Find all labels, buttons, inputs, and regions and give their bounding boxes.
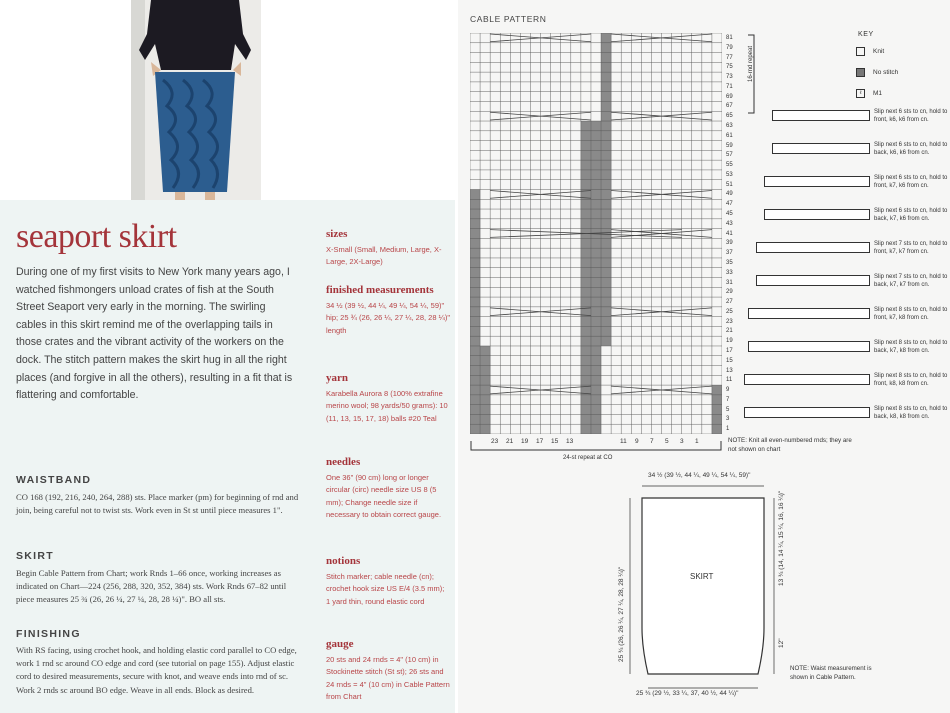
skirt-schematic xyxy=(618,478,788,700)
row-number: 19 xyxy=(726,338,733,345)
cable-symbol-icon xyxy=(772,143,870,154)
chart-page xyxy=(458,0,950,713)
section-text-waistband: CO 168 (192, 216, 240, 264, 288) sts. Place marker (pm) for beginning of rnd and join, being careful not to twist sts. Work even in St st until piece measures 1". xyxy=(16,492,299,516)
cable-legend-text: Slip next 8 sts to cn, hold to back, k7, k8 from cn. xyxy=(874,340,948,355)
row-number: 45 xyxy=(726,211,733,218)
key-heading: KEY xyxy=(858,31,874,38)
no-stitch-block xyxy=(712,385,722,434)
row-number: 81 xyxy=(726,35,733,41)
column-number: 15 xyxy=(551,438,559,445)
row-number: 35 xyxy=(726,259,733,266)
row-number: 17 xyxy=(726,347,733,354)
cable-symbol-icon xyxy=(744,374,870,385)
cable-legend-text: Slip next 8 sts to cn, hold to front, k7, k8 from cn. xyxy=(874,307,948,322)
row-number: 53 xyxy=(726,171,733,178)
key-knit-label: Knit xyxy=(873,48,885,56)
cable-symbol-icon xyxy=(764,176,870,187)
sidebar-heading-needles: needles xyxy=(326,456,361,468)
width-label: 24-st repeat at CO xyxy=(563,455,613,461)
section-text-finishing: With RS facing, using crochet hook, and holding elastic cord parallel to CO edge, work 1 rnd sc around CO edge and cord (see tutorial on page 155). Adjust elastic cord to desired measurements, secure with knot, and weave ends into rnd of sc. Work 2 rnds sc around BO edge. Weave in all ends. Block as desired. xyxy=(16,645,297,695)
sidebar-text-notions: Stitch marker; cable needle (cn); crochet hook size US E/4 (3.5 mm); 1 yard thin, round elastic cord xyxy=(326,572,445,606)
section-heading-finishing: FINISHING xyxy=(16,628,81,640)
column-number: 23 xyxy=(491,438,499,445)
sidebar-text-measurements: 34 ½ (39 ½, 44 ¼, 49 ¼, 54 ¼, 59)" hip; 25 ¾ (26, 26 ¼, 27 ¼, 28, 28 ¼)" length xyxy=(326,301,450,335)
sidebar-text-yarn: Karabella Aurora 8 (100% extrafine merino wool; 98 yards/50 grams): 10 (11, 13, 15, 17, 18) balls #20 Teal xyxy=(326,389,448,423)
cable-chart-grid xyxy=(470,33,722,434)
column-number: 9 xyxy=(635,438,639,445)
row-number: 5 xyxy=(726,406,730,413)
schematic-right-lower: 12" xyxy=(778,638,785,648)
row-number: 9 xyxy=(726,387,730,394)
column-number: 7 xyxy=(650,438,654,445)
cable-symbol-icon xyxy=(764,209,870,220)
row-number: 41 xyxy=(726,230,733,237)
column-number: 5 xyxy=(665,438,669,445)
row-number: 43 xyxy=(726,220,733,227)
schematic-right-upper: 13 ¾ (14, 14 ¼, 15 ¼, 16, 16 ¼)" xyxy=(778,490,785,586)
cable-legend-text: Slip next 6 sts to cn, hold to back, k6, k6 from cn. xyxy=(874,142,948,157)
pattern-title: seaport skirt xyxy=(16,218,177,255)
m1-icon: ℓ xyxy=(856,89,865,98)
width-bracket xyxy=(470,440,722,452)
row-number: 51 xyxy=(726,181,733,188)
row-number: 71 xyxy=(726,83,733,90)
row-number: 13 xyxy=(726,367,733,374)
pattern-text-page xyxy=(0,200,455,713)
cable-symbol-icon xyxy=(756,275,870,286)
key-no-stitch-label: No stitch xyxy=(873,69,899,77)
cable-legend-text: Slip next 6 sts to cn, hold to front, k6, k6 from cn. xyxy=(874,109,948,124)
sidebar-heading-yarn: yarn xyxy=(326,372,348,384)
row-number: 31 xyxy=(726,279,733,286)
schematic-top-width: 34 ½ (39 ½, 44 ¼, 49 ¼, 54 ¼, 59)" xyxy=(648,472,751,479)
row-number: 33 xyxy=(726,269,733,276)
row-number: 23 xyxy=(726,318,733,325)
row-number: 47 xyxy=(726,201,733,208)
row-number: 59 xyxy=(726,142,733,149)
column-number: 13 xyxy=(566,438,574,445)
row-number: 21 xyxy=(726,328,733,335)
row-number: 75 xyxy=(726,64,733,71)
no-stitch-block xyxy=(470,189,480,434)
column-number: 3 xyxy=(680,438,684,445)
row-number: 63 xyxy=(726,123,733,130)
cable-symbol-icon xyxy=(772,110,870,121)
sidebar-heading-gauge: gauge xyxy=(326,638,354,650)
row-number: 73 xyxy=(726,74,733,81)
cable-legend-text: Slip next 8 sts to cn, hold to front, k8, k8 from cn. xyxy=(874,373,948,388)
column-number: 1 xyxy=(695,438,699,445)
key-knit xyxy=(856,47,884,56)
model-photo xyxy=(131,0,261,200)
cable-symbol-icon xyxy=(748,341,870,352)
row-number: 65 xyxy=(726,113,733,120)
cable-legend-text: Slip next 8 sts to cn, hold to back, k8, k8 from cn. xyxy=(874,406,948,421)
cable-legend-text: Slip next 7 sts to cn, hold to front, k7, k7 from cn. xyxy=(874,241,948,256)
cable-symbol-icon xyxy=(748,308,870,319)
row-number: 49 xyxy=(726,191,733,198)
filled-square-icon xyxy=(856,68,865,77)
no-stitch-block xyxy=(480,346,490,434)
schematic-left-length: 25 ¾ (26, 26 ¼, 27 ¼, 28, 28 ¼)" xyxy=(618,566,625,662)
row-number: 79 xyxy=(726,44,733,51)
key-m1-label: M1 xyxy=(873,90,883,98)
schematic-label: SKIRT xyxy=(690,572,714,581)
key-no-stitch xyxy=(856,68,898,77)
schematic-note: NOTE: Waist measurement is shown in Cable Pattern. xyxy=(790,665,872,681)
row-number: 55 xyxy=(726,162,733,169)
row-number: 7 xyxy=(726,396,730,403)
row-number: 67 xyxy=(726,103,733,110)
row-number: 39 xyxy=(726,240,733,247)
row-number: 3 xyxy=(726,416,730,423)
column-number: 21 xyxy=(506,438,514,445)
sidebar-heading-notions: notions xyxy=(326,555,361,567)
sidebar-heading-sizes: sizes xyxy=(326,228,348,240)
cable-legend-text: Slip next 7 sts to cn, hold to back, k7, k7 from cn. xyxy=(874,274,948,289)
intro-paragraph: During one of my first visits to New York many years ago, I watched fishmongers unload crates of fish at the South Street Seaport very early in the morning. The swirling cables in this skirt remind me of the overlapping tails in those crates and the vibrant activity of the workers on the dock. The stitch pattern makes the skirt hug in all the right places (and forgive in all the others), resulting in a fit that is flattering and comfortable. xyxy=(16,266,293,402)
sidebar-text-gauge: 20 sts and 24 rnds = 4" (10 cm) in Stockinette stitch (St st); 26 sts and 24 rnds = 4" (10 cm) in Cable Pattern from Chart xyxy=(326,655,450,701)
sidebar-text-sizes: X-Small (Small, Medium, Large, X-Large, 2X-Large) xyxy=(326,245,442,267)
repeat-label: 16-rnd repeat xyxy=(748,45,754,82)
row-number: 77 xyxy=(726,54,733,61)
row-number: 27 xyxy=(726,299,733,306)
sidebar-heading-measurements: finished measurements xyxy=(326,284,434,296)
chart-note: NOTE: Knit all even-numbered rnds; they are not shown on chart xyxy=(728,437,852,453)
cable-symbol-icon xyxy=(744,407,870,418)
cable-symbol-icon xyxy=(756,242,870,253)
chart-title: CABLE PATTERN xyxy=(470,14,547,24)
row-number: 69 xyxy=(726,93,733,100)
cable-legend-text: Slip next 6 sts to cn, hold to back, k7, k6 from cn. xyxy=(874,208,948,223)
section-heading-waistband: WAISTBAND xyxy=(16,474,92,486)
sidebar-text-needles: One 36" (90 cm) long or longer circular (circ) needle size US 8 (5 mm); Change needle size if necessary to obtain correct gauge. xyxy=(326,473,442,519)
row-number: 29 xyxy=(726,289,733,296)
cable-legend-text: Slip next 6 sts to cn, hold to front, k7, k6 from cn. xyxy=(874,175,948,190)
section-text-skirt: Begin Cable Pattern from Chart; work Rnds 1–66 once, working increases as indicated on Chart—224 (256, 288, 320, 352, 384) sts. Work Rnds 67–82 until piece measures 25 ¾ (26, 26 ¼, 27 ¼, 28, 28 ¼)". BO all sts. xyxy=(16,568,287,605)
column-number: 19 xyxy=(521,438,529,445)
column-number: 17 xyxy=(536,438,544,445)
row-number: 11 xyxy=(726,377,733,384)
row-number: 57 xyxy=(726,152,733,159)
column-number: 11 xyxy=(620,438,627,445)
row-number: 25 xyxy=(726,308,733,315)
schematic-bottom-width: 25 ¾ (29 ½, 33 ¼, 37, 40 ½, 44 ¼)" xyxy=(636,690,739,697)
row-number: 37 xyxy=(726,250,733,257)
row-number: 61 xyxy=(726,132,733,139)
key-m1 xyxy=(856,89,882,98)
section-heading-skirt: SKIRT xyxy=(16,550,54,562)
empty-square-icon xyxy=(856,47,865,56)
row-number: 15 xyxy=(726,357,733,364)
row-number: 1 xyxy=(726,426,730,433)
